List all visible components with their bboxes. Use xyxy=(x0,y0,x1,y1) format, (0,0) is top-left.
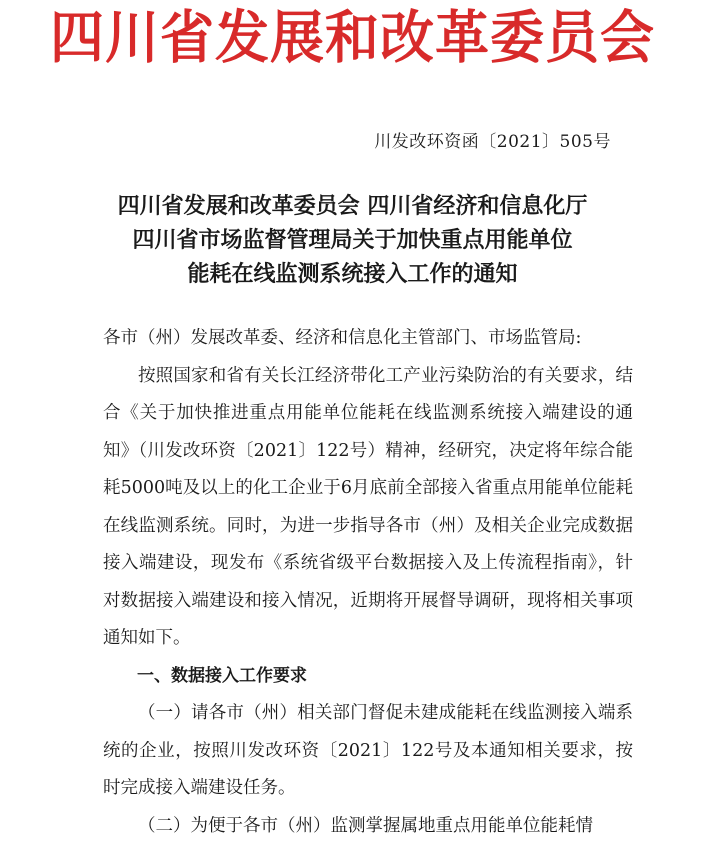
letterhead-title: 四川省发展和改革委员会 xyxy=(50,0,655,78)
letterhead xyxy=(0,0,705,76)
section-heading: 一、数据接入工作要求 xyxy=(103,658,633,696)
document-title xyxy=(0,190,705,292)
addressee: 各市（州）发展改革委、经济和信息化主管部门、市场监管局: xyxy=(103,320,633,358)
paragraph-intro: 按照国家和省有关长江经济带化工产业污染防治的有关要求，结合《关于加快推进重点用能单位能耗在线监测系统接入端建设的通知》（川发改环资〔2021〕122号）精神，经研究，决定将年综合能耗5000吨及以上的化工企业于6月底前全部接入省重点用能单位能耗在线监测系统。同时，为进一步指导各市（州）及相关企业完成数据接入端建设，现发布《系统省级平台数据接入及上传流程指南》，针对数据接入端建设和接入情况，近期将开展督导调研，现将相关事项通知如下。 xyxy=(103,358,633,658)
document-body xyxy=(103,320,633,845)
title-line-3: 能耗在线监测系统接入工作的通知 xyxy=(0,258,705,292)
list-item: （二）为便于各市（州）监测掌握属地重点用能单位能耗情 xyxy=(103,808,633,845)
title-line-2: 四川省市场监督管理局关于加快重点用能单位 xyxy=(0,224,705,258)
title-line-1: 四川省发展和改革委员会 四川省经济和信息化厅 xyxy=(0,190,705,224)
list-item: （一）请各市（州）相关部门督促未建成能耗在线监测接入端系统的企业，按照川发改环资〔2021〕122号及本通知相关要求，按时完成接入端建设任务。 xyxy=(103,695,633,808)
document-number: 川发改环资函〔2021〕505号 xyxy=(374,131,611,153)
